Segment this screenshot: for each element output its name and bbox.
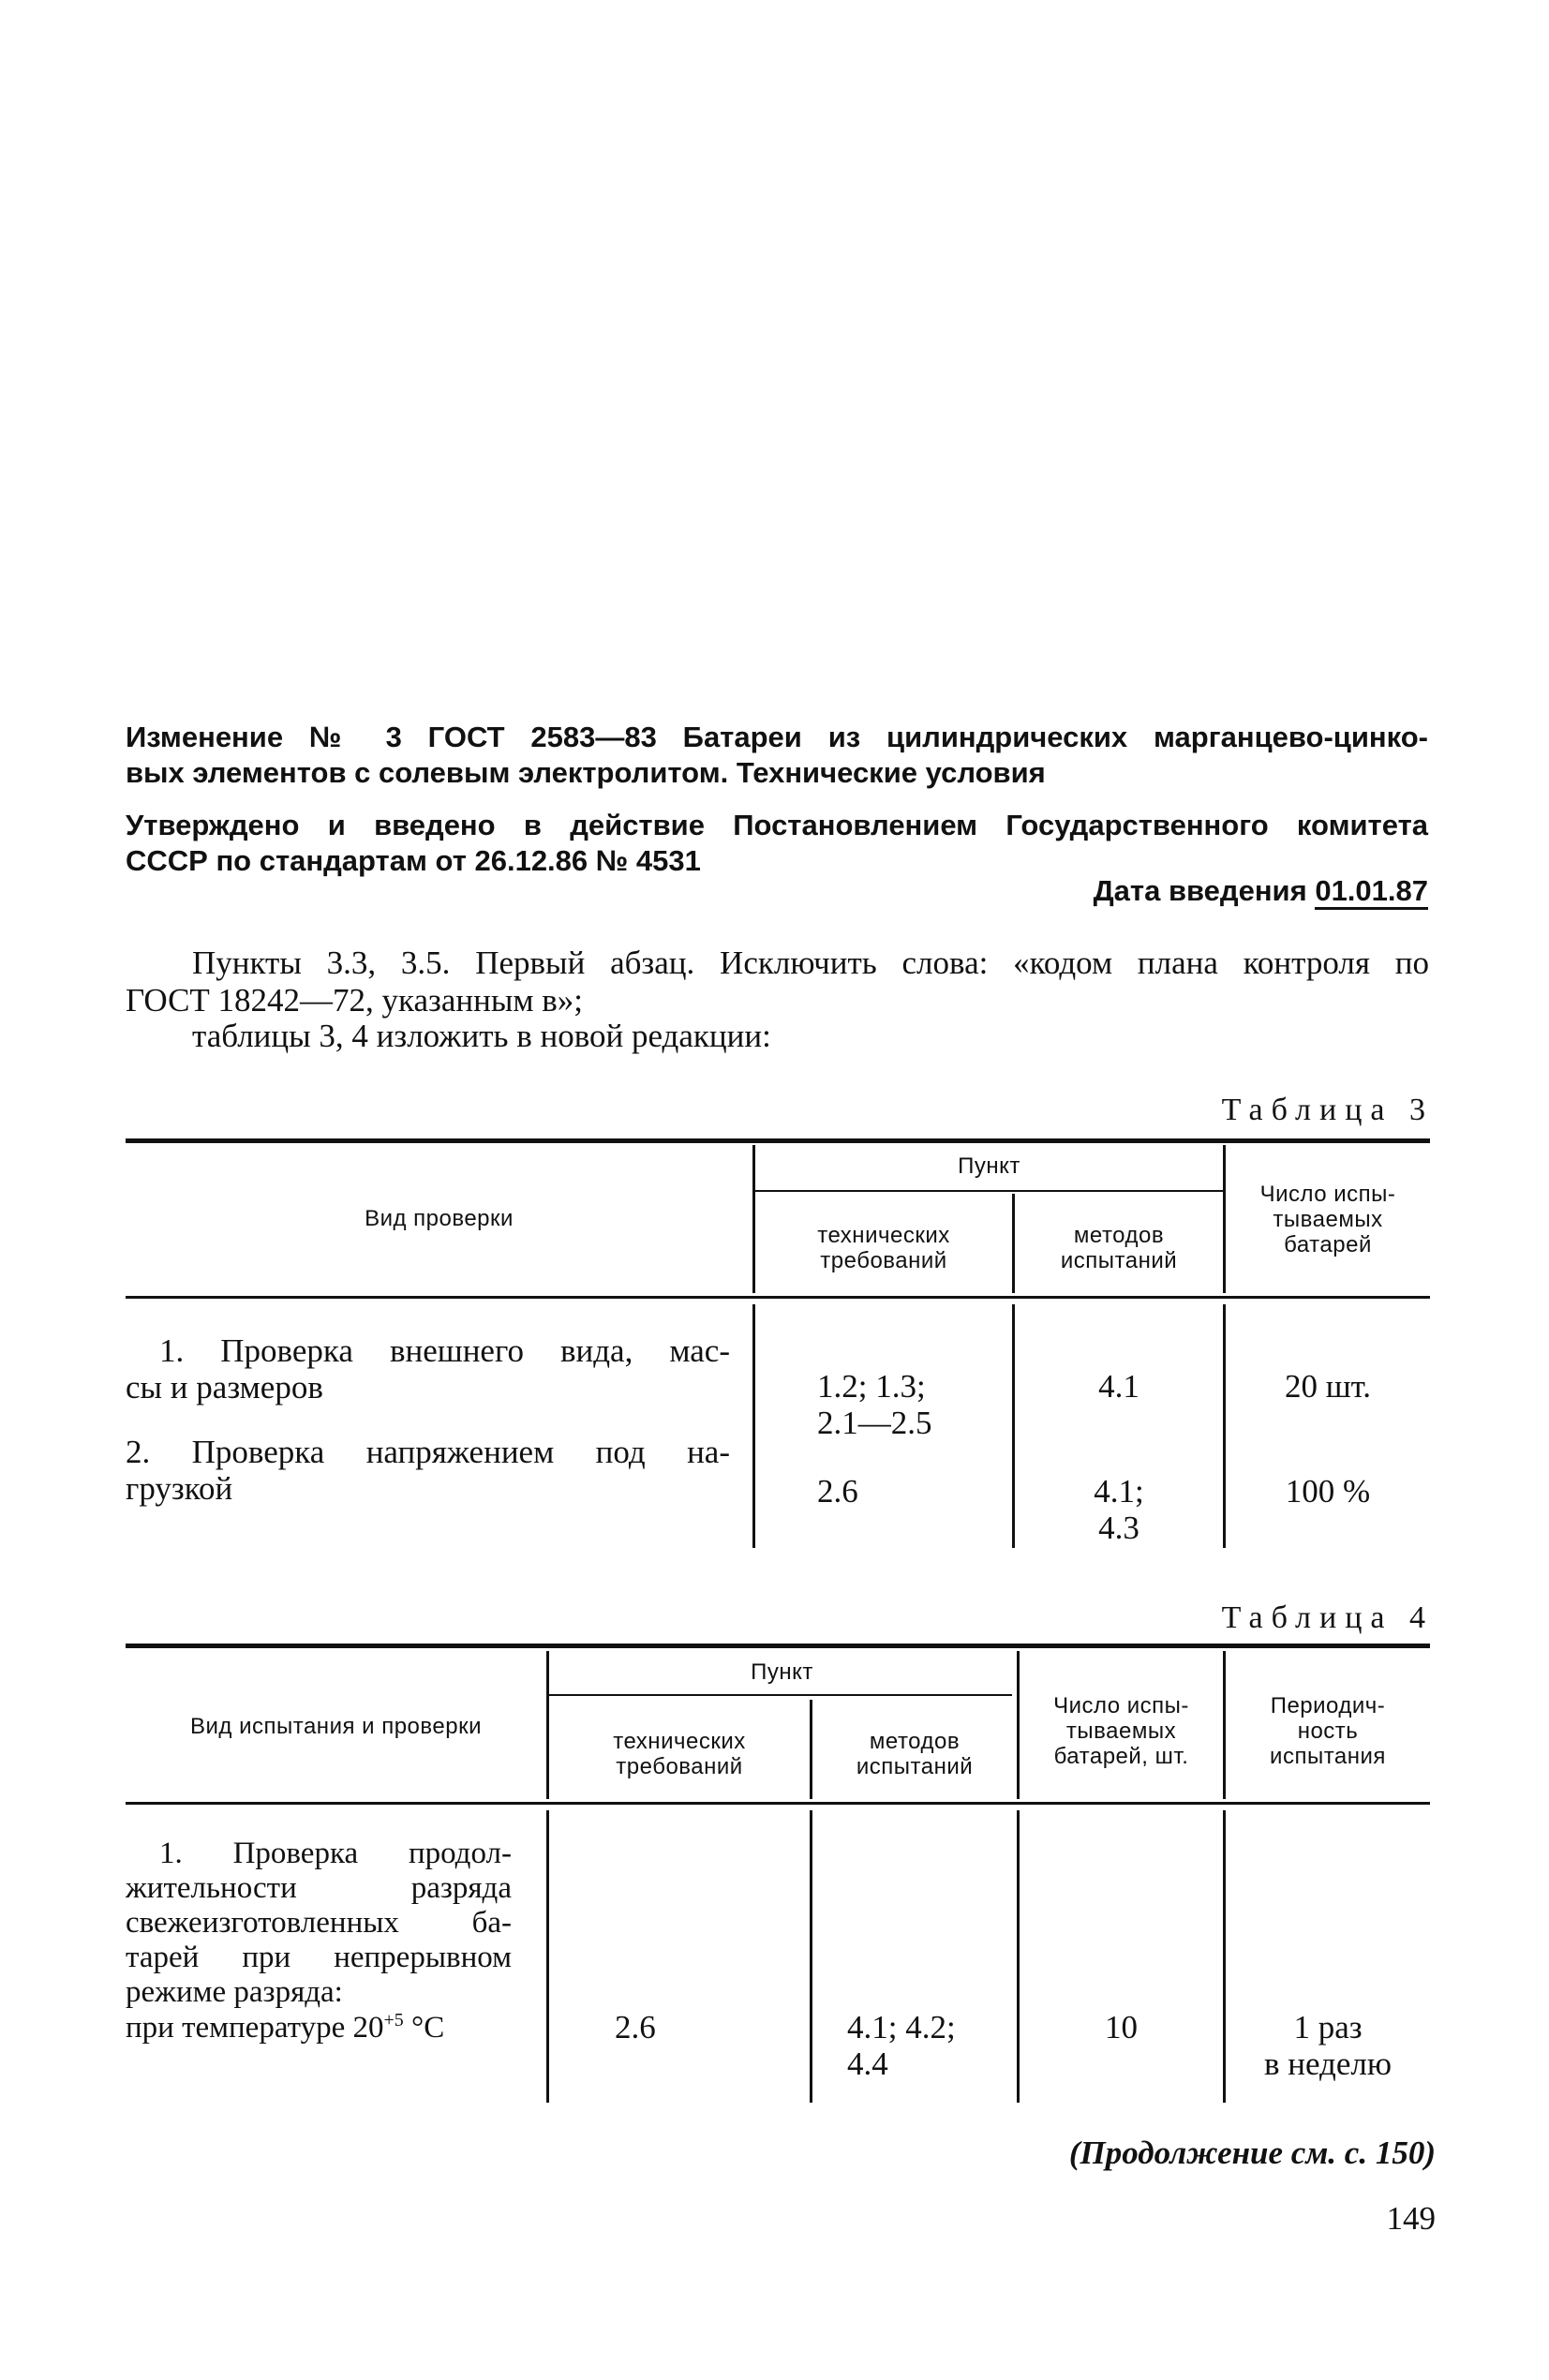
table-3-row-2-meth-l1: 4.1; (1094, 1473, 1144, 1510)
table-3-row-1-name-l1: 1. Проверка внешнего вида, мас- (159, 1332, 730, 1369)
table-3-header-count-l3: батарей (1284, 1231, 1372, 1257)
table-3-row-1-name-l2: сы и размеров (126, 1369, 323, 1406)
table-4-header-count-l1: Число испы- (1053, 1693, 1189, 1718)
table-4-vline-2-body (810, 1810, 812, 2103)
effective-date-label: Дата введения (1093, 874, 1307, 907)
table-4-row-1-period-l1: 1 раз (1293, 2009, 1363, 2045)
paragraph-1-line-2: ГОСТ 18242—72, указанным в»; (126, 982, 584, 1019)
table-4-header-methods (812, 1730, 1017, 1780)
page-number: 149 (1386, 2200, 1436, 2237)
table-3-row-1-methods: 4.1 (1098, 1368, 1139, 1405)
table-3-vline-1-body (752, 1304, 755, 1548)
table-4-row-1-temp-tolerance: +5 (383, 2009, 404, 2030)
table-4-row-1-count: 10 (1105, 2009, 1138, 2045)
table-3-caption: Таблица 3 (1221, 1093, 1434, 1127)
table-4-row-1-period-l2: в неделю (1263, 2045, 1393, 2083)
table-3-header-methods (1015, 1224, 1223, 1274)
approval-line-2: СССР по стандартам от 26.12.86 № 4531 (126, 844, 701, 877)
table-4-header-requirements-l1: технических (613, 1729, 746, 1754)
table-3-header-methods-l2: испытаний (1060, 1247, 1178, 1273)
table-row (126, 1434, 730, 1507)
table-4-row-1-name-l3: свежеизготовленных ба- (126, 1905, 512, 1940)
table-3-vline-3-body (1223, 1304, 1226, 1548)
table-4-header-methods-l2: испытаний (856, 1753, 974, 1779)
table-4-header-requirements-l2: требований (616, 1753, 743, 1779)
table-3-row-1-count: 20 шт. (1284, 1368, 1372, 1405)
table-3-row-2-count: 100 % (1285, 1473, 1371, 1510)
table-4-header-clause: Пункт (751, 1659, 813, 1685)
table-4-caption: Таблица 4 (1221, 1600, 1434, 1635)
table-3-row-2-name-l1: 2. Проверка напряжением под на- (126, 1434, 730, 1470)
effective-date-value: 01.01.87 (1315, 874, 1428, 910)
table-3-group-rule (752, 1190, 1223, 1192)
table-3-header-count (1226, 1183, 1430, 1258)
table-4-row-1-name-l2: жительности разряда (126, 1870, 512, 1905)
paragraph-1-line-1: Пункты 3.3, 3.5. Первый абзац. Исключить слова: «кодом плана контроля по (192, 945, 1429, 981)
table-3-header-rule (126, 1296, 1430, 1299)
table-4-header-periodicity-l2: ность (1297, 1718, 1359, 1744)
table-3-header-requirements-l1: технических (817, 1223, 950, 1248)
table-3-row-2-meth-l2: 4.3 (1098, 1510, 1139, 1547)
table-4-row-1-temp-text: при температуре 20 (126, 2010, 384, 2045)
document-title-line-2: вых элементов с солевым электролитом. Технические условия (126, 756, 1046, 789)
table-4-row-1-name-l5: режиме разряда: (126, 1974, 343, 2009)
table-4-top-rule (126, 1644, 1430, 1648)
approval-line-1: Утверждено и введено в действие Постановлением Государственного комитета (126, 809, 1428, 841)
table-4-row-1-meth-l2: 4.4 (847, 2045, 888, 2083)
table-4-header-requirements (549, 1730, 810, 1780)
table-row (126, 1837, 512, 2045)
document-title-line-1: Изменение № 3 ГОСТ 2583—83 Батареи из цилиндрических марганцево-цинко- (126, 721, 1428, 753)
continuation-note: (Продолжение см. с. 150) (1068, 2135, 1436, 2171)
table-3-header-requirements (755, 1224, 1012, 1274)
table-4-row-1-name-l1: 1. Проверка продол- (159, 1837, 512, 1870)
table-4-header-methods-l1: методов (869, 1729, 961, 1754)
table-4-row-1-meth-l1: 4.1; 4.2; (847, 2009, 956, 2045)
table-3-header-check-type: Вид проверки (365, 1206, 514, 1231)
table-4-header-periodicity-l3: испытания (1270, 1743, 1386, 1769)
table-3-row-1-requirements (817, 1368, 1005, 1441)
table-4-row-1-periodicity (1226, 2009, 1430, 2082)
table-3-header-requirements-l2: требований (820, 1247, 947, 1273)
table-4-header-test-type: Вид испытания и проверки (190, 1714, 482, 1739)
table-4-vline-1-body (546, 1810, 549, 2103)
table-4-group-rule (546, 1694, 1012, 1696)
table-row (126, 1332, 730, 1406)
table-4-header-periodicity (1226, 1694, 1430, 1770)
table-4-row-1-name-l4: тарей при непрерывном (126, 1940, 512, 1974)
table-3-header-clause: Пункт (958, 1153, 1020, 1179)
table-4-header-count (1020, 1694, 1223, 1770)
table-3-header-methods-l1: методов (1073, 1223, 1165, 1248)
table-3-row-2-requirements: 2.6 (817, 1473, 858, 1510)
table-3-header-count-l2: тываемых (1273, 1206, 1383, 1232)
table-4-row-1-name-l6 (126, 2010, 512, 2045)
table-3-top-rule (126, 1138, 1430, 1143)
table-4-header-periodicity-l1: Периодич- (1270, 1693, 1386, 1718)
table-3-row-2-methods (1015, 1473, 1223, 1546)
table-4-row-1-requirements: 2.6 (615, 2009, 656, 2045)
table-4-row-1-methods (847, 2009, 1016, 2082)
table-4-header-count-l2: тываемых (1065, 1718, 1177, 1744)
table-4-header-count-l3: батарей, шт. (1053, 1743, 1189, 1769)
paragraph-2: таблицы 3, 4 изложить в новой редакции: (192, 1018, 771, 1054)
table-3-row-2-name-l2: грузкой (126, 1470, 233, 1508)
table-4-row-1-temp-unit: °С (403, 2010, 445, 2045)
table-3-header-count-l1: Число испы- (1259, 1182, 1396, 1207)
table-4-vline-3-body (1017, 1810, 1020, 2103)
effective-date (1050, 873, 1428, 908)
table-4-header-rule (126, 1802, 1430, 1805)
table-3-row-1-req-l1: 1.2; 1.3; (817, 1368, 926, 1405)
table-3-row-1-req-l2: 2.1—2.5 (817, 1405, 932, 1442)
